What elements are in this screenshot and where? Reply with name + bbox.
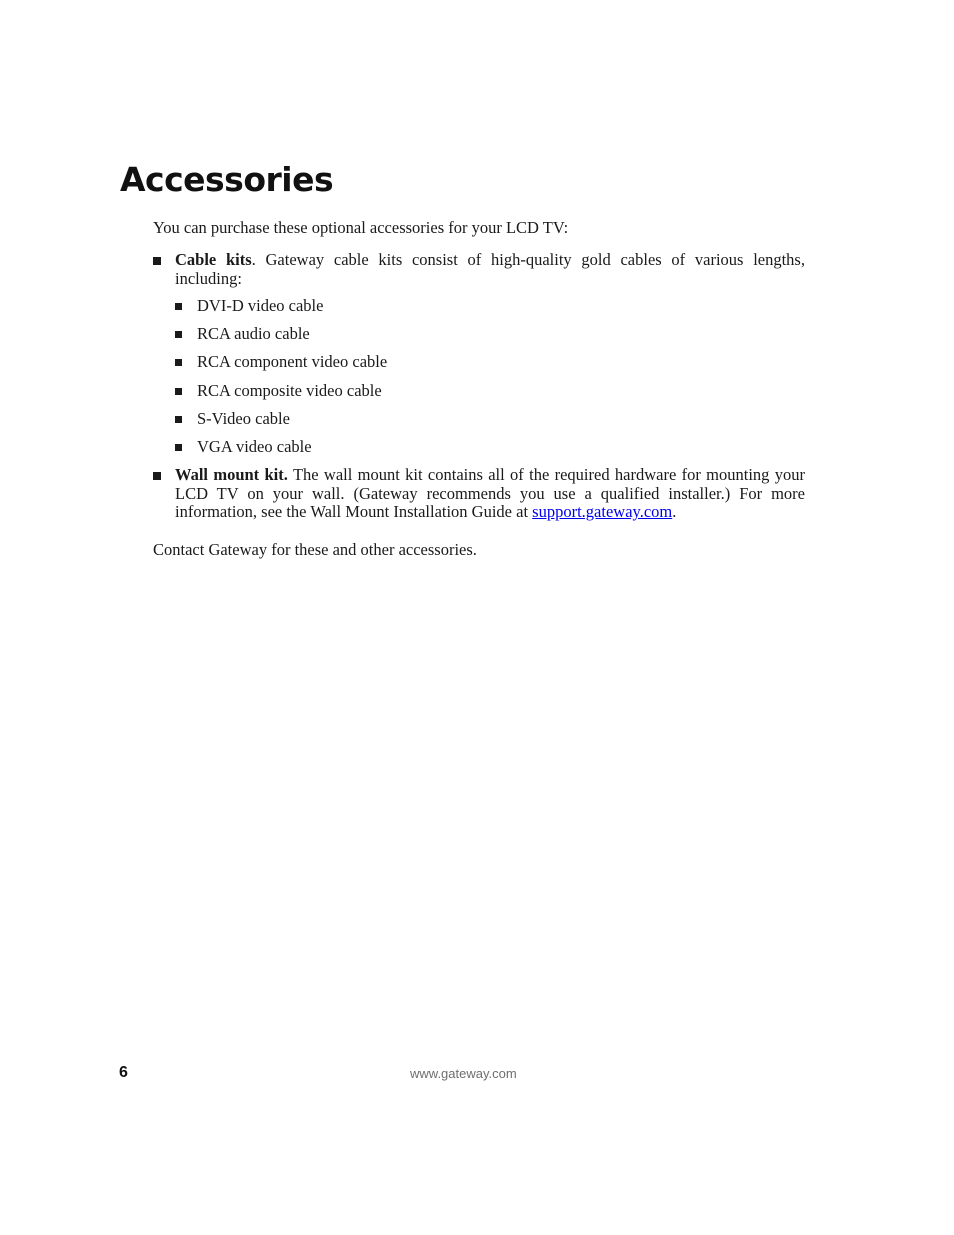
cable-kits-lead: Cable kits [175,250,252,269]
wall-mount-text: The wall mount kit contains all of the required hardware for mounting your LCD TV on your wall. (Gateway recommends you use a qualified installer.) For more information, see the Wall Mount Installation Guide at [175,465,806,521]
wall-mount-end: . [672,502,677,521]
list-item [175,382,387,410]
cable-type-label: RCA audio cable [197,324,310,344]
list-item [175,438,387,466]
list-item [175,410,387,438]
wall-mount-list [153,466,805,522]
cable-type-label: RCA component video cable [197,352,388,372]
intro-text: You can purchase these optional accessories for your LCD TV: [153,218,569,237]
list-item-wall-mount [153,466,805,522]
cable-kits-list [153,251,805,288]
cable-type-label: VGA video cable [197,436,312,456]
page-title: Accessories [120,160,334,199]
cable-kits-text: . Gateway cable kits consist of high-quality gold cables of various lengths, including: [175,250,805,288]
square-bullet-icon [153,472,161,480]
square-bullet-icon [175,303,182,310]
page-number: 6 [119,1064,128,1081]
cable-types-list [175,297,387,466]
square-bullet-icon [153,257,161,265]
square-bullet-icon [175,359,182,366]
square-bullet-icon [175,331,182,338]
cable-type-label: RCA composite video cable [197,380,382,400]
list-item [175,297,387,325]
footer-url: www.gateway.com [410,1066,517,1081]
cable-type-label: S-Video cable [197,408,290,428]
list-item-cable-kits [153,251,805,288]
square-bullet-icon [175,416,182,423]
support-link[interactable]: support.gateway.com [532,502,673,521]
square-bullet-icon [175,444,182,451]
list-item [175,325,387,353]
cable-type-label: DVI-D video cable [197,296,324,315]
square-bullet-icon [175,388,182,395]
list-item [175,353,387,381]
wall-mount-lead: Wall mount kit. [175,465,288,484]
outro-text: Contact Gateway for these and other accessories. [153,540,477,559]
